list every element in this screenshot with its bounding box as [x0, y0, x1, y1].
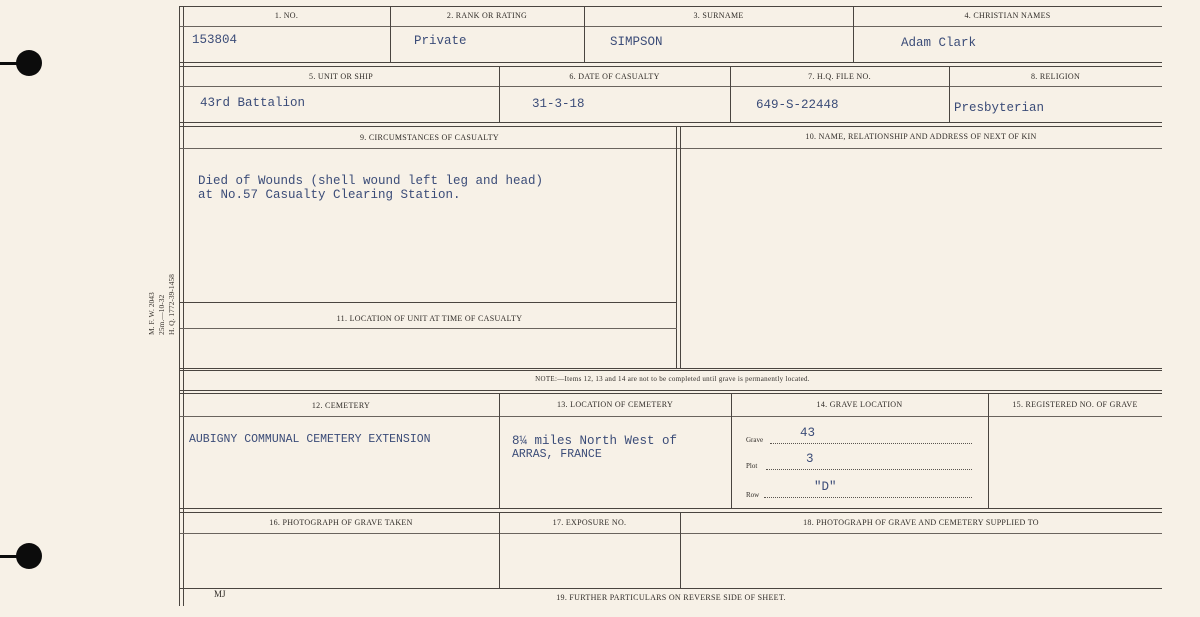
surname-value: SIMPSON	[610, 35, 663, 49]
unit-label: 5. UNIT OR SHIP	[309, 72, 373, 81]
unit-value: 43rd Battalion	[200, 96, 306, 110]
location-unit-sub	[180, 328, 677, 329]
hq-file-label: 7. H.Q. FILE NO.	[808, 72, 871, 81]
grave-dots	[770, 443, 972, 444]
religion-label: 8. RELIGION	[1030, 72, 1081, 81]
row2-bottom	[180, 122, 1162, 123]
registered-no-label: 15. REGISTERED NO. OF GRAVE	[1012, 400, 1138, 409]
grave-location-label: 14. GRAVE LOCATION	[816, 400, 903, 409]
row-value: "D"	[814, 480, 837, 494]
cemetery-value: AUBIGNY COMMUNAL CEMETERY EXTENSION	[189, 433, 431, 446]
row5-bottom	[180, 588, 1162, 589]
exposure-label: 17. EXPOSURE NO.	[552, 518, 627, 527]
no-label: 1. NO.	[274, 11, 299, 20]
row-field-label: Row	[746, 491, 760, 499]
grave-field-label: Grave	[746, 436, 764, 444]
row2-top	[180, 66, 1162, 67]
side-print-1: M. F. W. 2043	[147, 292, 156, 335]
row5-sub	[180, 533, 1162, 534]
row1-sub	[180, 26, 1162, 27]
note-text: NOTE:—Items 12, 13 and 14 are not to be completed until grave is permanently located.	[535, 375, 810, 383]
photo-taken-label: 16. PHOTOGRAPH OF GRAVE TAKEN	[269, 518, 413, 527]
row3-top	[180, 126, 1162, 127]
row2-sub	[180, 86, 1162, 87]
cemetery-label: 12. CEMETERY	[311, 401, 371, 410]
further-particulars-label: 19. FURTHER PARTICULARS ON REVERSE SIDE OF SHEET.	[556, 593, 786, 602]
photo-supplied-label: 18. PHOTOGRAPH OF GRAVE AND CEMETERY SUPPLIED TO	[803, 518, 1039, 527]
row4-div2	[731, 393, 732, 508]
row3-sub	[180, 148, 1162, 149]
location-cemetery-line2: ARRAS, FRANCE	[512, 448, 602, 461]
row-dots	[764, 497, 972, 498]
row3-div	[676, 126, 677, 368]
note-bottom	[180, 390, 1162, 391]
row1-bottom	[180, 62, 1162, 63]
location-unit-label: 11. LOCATION OF UNIT AT TIME OF CASUALTY	[336, 314, 523, 323]
punch-hole-top-line	[0, 62, 28, 65]
row3-div-b	[680, 126, 681, 368]
circumstances-line1: Died of Wounds (shell wound left leg and head)	[198, 174, 544, 188]
note-top	[180, 370, 1162, 371]
row4-sub	[180, 416, 1162, 417]
hq-file-value: 649-S-22448	[756, 98, 839, 112]
rank-label: 2. RANK OR RATING	[446, 11, 528, 20]
row4-bottom	[180, 508, 1162, 509]
date-label: 6. DATE OF CASUALTY	[569, 72, 660, 81]
location-cemetery-line1: 8¼ miles North West of	[512, 434, 678, 448]
plot-value: 3	[806, 452, 814, 466]
christian-names-label: 4. CHRISTIAN NAMES	[964, 11, 1051, 20]
plot-dots	[766, 469, 972, 470]
row3-bottom	[180, 368, 1162, 369]
side-print-3: H. Q. 1772-39-1458	[167, 274, 176, 335]
rank-value: Private	[414, 34, 467, 48]
grave-value: 43	[800, 426, 816, 440]
row4-div1	[499, 393, 500, 508]
side-print-2: 25m.—10-32	[157, 294, 166, 335]
row5-top	[180, 512, 1162, 513]
plot-field-label: Plot	[746, 462, 758, 470]
date-value: 31-3-18	[532, 97, 585, 111]
initials: MJ	[214, 589, 226, 599]
location-unit-top	[180, 302, 677, 303]
left-border-inner	[183, 6, 184, 606]
christian-names-value: Adam Clark	[901, 36, 977, 50]
no-value: 153804	[192, 33, 238, 47]
punch-hole-bottom-line	[0, 555, 28, 558]
row4-top	[180, 393, 1162, 394]
circumstances-line2: at No.57 Casualty Clearing Station.	[198, 188, 461, 202]
surname-label: 3. SURNAME	[693, 11, 744, 20]
location-cemetery-label: 13. LOCATION OF CEMETERY	[556, 400, 674, 409]
religion-value: Presbyterian	[954, 101, 1045, 115]
circumstances-label: 9. CIRCUMSTANCES OF CASUALTY	[359, 133, 500, 142]
row1-top	[180, 6, 1162, 7]
left-border	[179, 6, 180, 606]
row4-div3	[988, 393, 989, 508]
next-of-kin-label: 10. NAME, RELATIONSHIP AND ADDRESS OF NEXT OF KIN	[805, 132, 1037, 141]
